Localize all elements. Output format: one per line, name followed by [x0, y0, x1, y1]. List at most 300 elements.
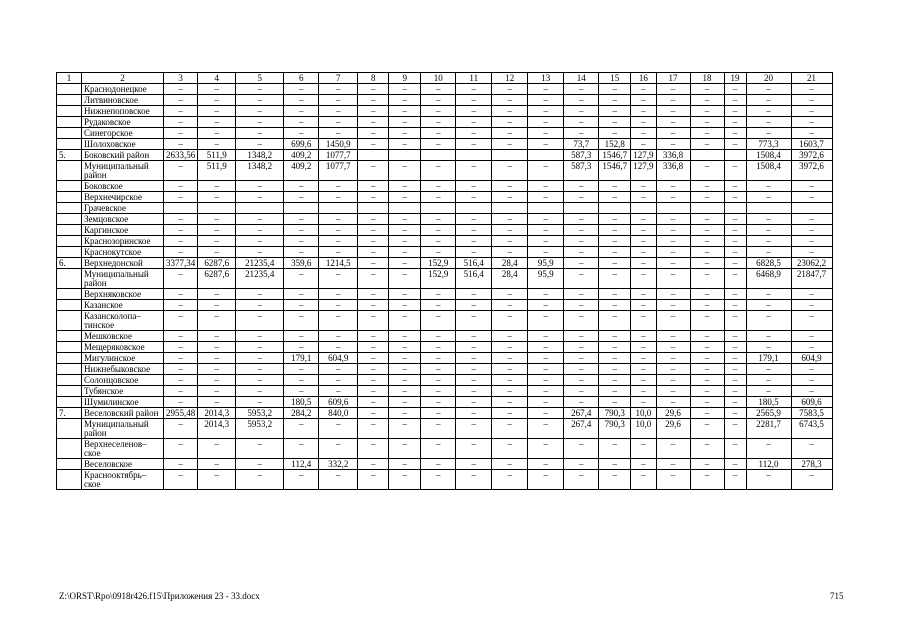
value-cell: – [492, 470, 528, 490]
column-header: 18 [690, 73, 724, 84]
value-cell [724, 150, 746, 161]
value-cell: – [599, 289, 631, 300]
value-cell: – [389, 459, 421, 470]
value-cell: – [284, 247, 319, 258]
value-cell: 278,3 [791, 459, 832, 470]
value-cell: – [656, 225, 690, 236]
value-cell: – [358, 386, 389, 397]
value-cell: – [724, 161, 746, 181]
value-cell [389, 203, 421, 214]
value-cell: – [389, 192, 421, 203]
value-cell: – [746, 84, 791, 95]
value-cell: – [456, 84, 492, 95]
value-cell: – [724, 419, 746, 439]
value-cell: – [690, 84, 724, 95]
value-cell: – [631, 289, 656, 300]
value-cell: – [656, 258, 690, 269]
value-cell: – [358, 258, 389, 269]
value-cell: – [421, 439, 456, 459]
value-cell: – [164, 289, 198, 300]
value-cell: – [456, 397, 492, 408]
value-cell: – [421, 331, 456, 342]
value-cell: 7583,5 [791, 408, 832, 419]
value-cell: – [656, 128, 690, 139]
value-cell: – [319, 106, 358, 117]
value-cell: – [656, 331, 690, 342]
value-cell: – [358, 364, 389, 375]
value-cell: 1546,7 [599, 150, 631, 161]
value-cell: – [656, 364, 690, 375]
row-name-cell: Каргинское [82, 225, 164, 236]
row-number-cell [57, 459, 82, 470]
table-row [57, 247, 833, 258]
table-row [57, 311, 833, 331]
column-header: 13 [528, 73, 564, 84]
value-cell: – [358, 247, 389, 258]
column-header: 12 [492, 73, 528, 84]
value-cell: – [164, 459, 198, 470]
value-cell: 284,2 [284, 408, 319, 419]
value-cell: – [724, 258, 746, 269]
table-row [57, 342, 833, 353]
value-cell: 840,0 [319, 408, 358, 419]
value-cell: – [492, 408, 528, 419]
value-cell: – [724, 181, 746, 192]
value-cell: – [456, 342, 492, 353]
value-cell: – [746, 117, 791, 128]
value-cell: – [421, 470, 456, 490]
value-cell: – [389, 247, 421, 258]
table-row [57, 331, 833, 342]
value-cell: 267,4 [564, 408, 599, 419]
value-cell: – [492, 353, 528, 364]
value-cell: – [164, 342, 198, 353]
value-cell: – [164, 214, 198, 225]
value-cell: – [564, 84, 599, 95]
value-cell: – [319, 247, 358, 258]
value-cell: – [492, 459, 528, 470]
row-name-cell: Верхнеселенов–ское [82, 439, 164, 459]
value-cell [528, 203, 564, 214]
value-cell: – [198, 397, 236, 408]
row-number-cell [57, 419, 82, 439]
row-number-cell [57, 106, 82, 117]
value-cell: – [456, 375, 492, 386]
value-cell: – [319, 192, 358, 203]
column-header: 9 [389, 73, 421, 84]
value-cell: 6468,9 [746, 269, 791, 289]
value-cell: 6287,6 [198, 258, 236, 269]
value-cell: – [164, 470, 198, 490]
value-cell: – [389, 419, 421, 439]
value-cell: 409,2 [284, 161, 319, 181]
table-row [57, 439, 833, 459]
row-number-cell [57, 375, 82, 386]
value-cell: – [631, 181, 656, 192]
value-cell: – [631, 300, 656, 311]
column-header: 16 [631, 73, 656, 84]
value-cell: 127,9 [631, 161, 656, 181]
table-row [57, 375, 833, 386]
value-cell: – [389, 181, 421, 192]
value-cell: – [631, 342, 656, 353]
value-cell: – [492, 106, 528, 117]
value-cell: – [164, 84, 198, 95]
value-cell: – [389, 269, 421, 289]
row-name-cell: Муниципальный район [82, 269, 164, 289]
value-cell: 2565,9 [746, 408, 791, 419]
value-cell: – [528, 236, 564, 247]
value-cell: – [358, 459, 389, 470]
table-row [57, 139, 833, 150]
value-cell: – [746, 289, 791, 300]
value-cell: 336,8 [656, 161, 690, 181]
value-cell: – [164, 236, 198, 247]
column-header: 7 [319, 73, 358, 84]
value-cell: – [236, 225, 284, 236]
value-cell: – [631, 375, 656, 386]
value-cell: – [284, 181, 319, 192]
value-cell: – [164, 225, 198, 236]
value-cell: 112,4 [284, 459, 319, 470]
row-number-cell [57, 117, 82, 128]
value-cell: – [528, 247, 564, 258]
value-cell [631, 203, 656, 214]
value-cell: – [528, 139, 564, 150]
value-cell: – [389, 225, 421, 236]
row-name-cell: Боковское [82, 181, 164, 192]
value-cell: – [358, 106, 389, 117]
value-cell: – [746, 300, 791, 311]
value-cell: 2955,48 [164, 408, 198, 419]
value-cell: – [724, 470, 746, 490]
value-cell: – [421, 106, 456, 117]
value-cell [358, 203, 389, 214]
value-cell: 2633,56 [164, 150, 198, 161]
value-cell: – [528, 342, 564, 353]
value-cell: – [456, 128, 492, 139]
value-cell [791, 203, 832, 214]
row-number-cell: 7. [57, 408, 82, 419]
value-cell: 1077,7 [319, 161, 358, 181]
value-cell: – [492, 289, 528, 300]
value-cell: – [791, 225, 832, 236]
value-cell: – [421, 139, 456, 150]
value-cell: – [599, 342, 631, 353]
value-cell: – [389, 353, 421, 364]
value-cell: – [421, 386, 456, 397]
value-cell: – [284, 117, 319, 128]
value-cell: – [164, 95, 198, 106]
row-name-cell: Мешковское [82, 331, 164, 342]
column-header: 15 [599, 73, 631, 84]
value-cell: – [528, 192, 564, 203]
value-cell: – [319, 181, 358, 192]
value-cell: – [319, 269, 358, 289]
value-cell: – [319, 84, 358, 95]
value-cell: – [690, 459, 724, 470]
value-cell: 28,4 [492, 269, 528, 289]
value-cell: – [198, 375, 236, 386]
value-cell: – [724, 353, 746, 364]
value-cell [319, 203, 358, 214]
value-cell: – [724, 139, 746, 150]
value-cell: – [456, 106, 492, 117]
footer-file-path: Z:\ORST\Rpo\0918r426.f15\Приложения 23 - 33.docx [59, 591, 260, 601]
value-cell: – [528, 419, 564, 439]
value-cell: – [564, 300, 599, 311]
value-cell: – [198, 342, 236, 353]
column-header: 3 [164, 73, 198, 84]
value-cell: – [421, 300, 456, 311]
value-cell: – [456, 236, 492, 247]
value-cell: – [690, 386, 724, 397]
value-cell: – [656, 342, 690, 353]
value-cell: – [724, 364, 746, 375]
value-cell: – [492, 214, 528, 225]
value-cell: 10,0 [631, 419, 656, 439]
value-cell: 152,9 [421, 258, 456, 269]
value-cell: 152,9 [421, 269, 456, 289]
value-cell: – [389, 95, 421, 106]
value-cell: – [724, 95, 746, 106]
value-cell: – [564, 311, 599, 331]
column-header: 8 [358, 73, 389, 84]
value-cell: – [656, 459, 690, 470]
value-cell: – [319, 386, 358, 397]
value-cell: – [164, 419, 198, 439]
value-cell: – [656, 106, 690, 117]
value-cell: – [528, 161, 564, 181]
value-cell: – [599, 311, 631, 331]
column-header: 20 [746, 73, 791, 84]
value-cell: – [564, 331, 599, 342]
column-header: 4 [198, 73, 236, 84]
value-cell: – [564, 214, 599, 225]
value-cell: – [690, 311, 724, 331]
value-cell: – [198, 470, 236, 490]
row-number-cell [57, 139, 82, 150]
row-name-cell: Литвиновское [82, 95, 164, 106]
value-cell: – [492, 95, 528, 106]
value-cell: – [599, 117, 631, 128]
value-cell: – [284, 214, 319, 225]
value-cell: – [421, 161, 456, 181]
value-cell: – [198, 331, 236, 342]
table-row [57, 84, 833, 95]
row-number-cell [57, 439, 82, 459]
value-cell: – [164, 139, 198, 150]
value-cell: – [389, 289, 421, 300]
value-cell: – [724, 311, 746, 331]
value-cell: – [236, 95, 284, 106]
value-cell: – [492, 192, 528, 203]
value-cell: – [746, 311, 791, 331]
value-cell: – [198, 128, 236, 139]
value-cell: – [631, 331, 656, 342]
value-cell: – [164, 192, 198, 203]
row-number-cell [57, 364, 82, 375]
value-cell: 2014,3 [198, 419, 236, 439]
value-cell: – [690, 408, 724, 419]
value-cell: – [389, 214, 421, 225]
value-cell: – [528, 117, 564, 128]
row-number-cell [57, 331, 82, 342]
value-cell: – [690, 375, 724, 386]
value-cell: – [389, 439, 421, 459]
value-cell: 10,0 [631, 408, 656, 419]
value-cell: – [198, 225, 236, 236]
value-cell: – [198, 106, 236, 117]
value-cell: – [421, 84, 456, 95]
column-header: 1 [57, 73, 82, 84]
value-cell: – [198, 214, 236, 225]
row-name-cell: Шумилинское [82, 397, 164, 408]
value-cell: – [599, 269, 631, 289]
value-cell: – [319, 300, 358, 311]
value-cell: – [284, 106, 319, 117]
footer-page-number: 715 [830, 591, 844, 601]
value-cell: – [631, 311, 656, 331]
value-cell: 587,3 [564, 161, 599, 181]
value-cell: 267,4 [564, 419, 599, 439]
value-cell: – [236, 192, 284, 203]
value-cell: – [746, 106, 791, 117]
value-cell: 73,7 [564, 139, 599, 150]
value-cell: – [631, 397, 656, 408]
value-cell: – [631, 353, 656, 364]
value-cell: – [528, 408, 564, 419]
value-cell: – [791, 236, 832, 247]
value-cell: 21847,7 [791, 269, 832, 289]
value-cell: – [690, 139, 724, 150]
value-cell: – [564, 236, 599, 247]
table-row [57, 408, 833, 419]
value-cell: – [528, 386, 564, 397]
value-cell: – [358, 269, 389, 289]
value-cell: – [528, 331, 564, 342]
value-cell: 6743,5 [791, 419, 832, 439]
value-cell: – [319, 128, 358, 139]
value-cell: – [389, 331, 421, 342]
row-number-cell: 6. [57, 258, 82, 269]
value-cell [528, 150, 564, 161]
value-cell: – [492, 161, 528, 181]
table-row [57, 225, 833, 236]
column-header: 14 [564, 73, 599, 84]
value-cell: – [198, 439, 236, 459]
value-cell: – [456, 331, 492, 342]
value-cell: – [599, 214, 631, 225]
value-cell: – [284, 236, 319, 247]
value-cell: – [690, 161, 724, 181]
value-cell [492, 150, 528, 161]
value-cell: – [236, 342, 284, 353]
table-row [57, 419, 833, 439]
value-cell: 179,1 [284, 353, 319, 364]
value-cell: 332,2 [319, 459, 358, 470]
value-cell: – [421, 459, 456, 470]
value-cell: – [358, 397, 389, 408]
column-header: 21 [791, 73, 832, 84]
value-cell: – [791, 181, 832, 192]
value-cell [198, 203, 236, 214]
value-cell: – [528, 353, 564, 364]
value-cell: – [456, 161, 492, 181]
value-cell: – [746, 225, 791, 236]
value-cell: – [492, 419, 528, 439]
value-cell: – [358, 375, 389, 386]
value-cell: – [746, 214, 791, 225]
value-cell [656, 203, 690, 214]
value-cell: – [791, 106, 832, 117]
value-cell: – [358, 408, 389, 419]
value-cell: – [631, 258, 656, 269]
value-cell: – [656, 439, 690, 459]
value-cell: – [656, 192, 690, 203]
value-cell: – [421, 342, 456, 353]
value-cell: – [599, 331, 631, 342]
value-cell: – [746, 439, 791, 459]
value-cell: – [358, 139, 389, 150]
value-cell: – [528, 106, 564, 117]
value-cell: – [631, 192, 656, 203]
value-cell: – [492, 331, 528, 342]
value-cell: 1348,2 [236, 150, 284, 161]
row-name-cell: Грачевское [82, 203, 164, 214]
value-cell: – [724, 300, 746, 311]
value-cell: – [746, 342, 791, 353]
value-cell: – [492, 84, 528, 95]
value-cell: – [599, 459, 631, 470]
row-name-cell: Шолоховское [82, 139, 164, 150]
value-cell [492, 203, 528, 214]
table-row [57, 236, 833, 247]
row-name-cell: Казансколопа–тинское [82, 311, 164, 331]
value-cell: – [791, 289, 832, 300]
value-cell: – [389, 139, 421, 150]
value-cell: – [690, 247, 724, 258]
value-cell: – [319, 225, 358, 236]
value-cell: – [724, 247, 746, 258]
row-number-cell [57, 353, 82, 364]
value-cell: – [164, 375, 198, 386]
value-cell: – [724, 439, 746, 459]
value-cell: – [198, 289, 236, 300]
value-cell: – [456, 247, 492, 258]
value-cell [358, 150, 389, 161]
value-cell: – [492, 300, 528, 311]
value-cell: – [319, 419, 358, 439]
value-cell: – [164, 439, 198, 459]
value-cell: – [599, 375, 631, 386]
value-cell: – [421, 397, 456, 408]
value-cell: – [421, 128, 456, 139]
value-cell: – [564, 386, 599, 397]
row-number-cell [57, 225, 82, 236]
value-cell: – [421, 192, 456, 203]
value-cell: – [198, 236, 236, 247]
value-cell: – [631, 95, 656, 106]
value-cell: – [791, 214, 832, 225]
value-cell: – [631, 225, 656, 236]
row-name-cell: Мигулинское [82, 353, 164, 364]
value-cell: – [319, 236, 358, 247]
value-cell: – [564, 247, 599, 258]
value-cell: – [456, 470, 492, 490]
row-name-cell: Верхняковское [82, 289, 164, 300]
value-cell: – [456, 214, 492, 225]
